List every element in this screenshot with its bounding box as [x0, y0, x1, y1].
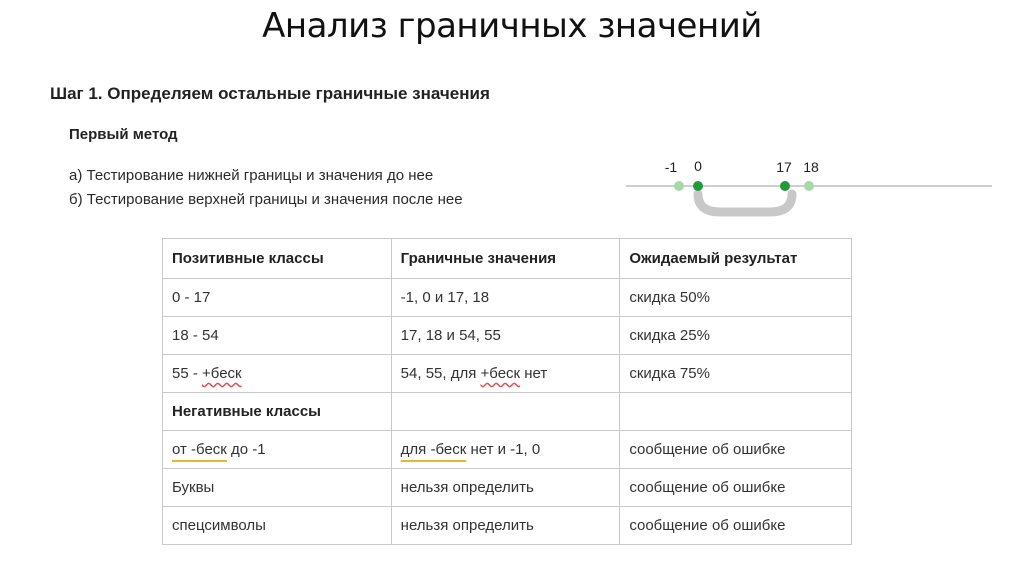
cell-boundary: -1, 0 и 17, 18	[391, 279, 620, 317]
cell-text: до -1	[226, 441, 266, 458]
highlighted-text: для -беск	[400, 441, 467, 458]
cell-class: Буквы	[163, 469, 392, 507]
cell-result: скидка 75%	[620, 355, 852, 393]
label-0: 0	[694, 158, 702, 174]
table-section-row	[163, 393, 852, 431]
cell-class	[163, 431, 392, 469]
boundary-values-table	[162, 238, 852, 545]
cell-text: нет	[520, 365, 548, 382]
table-row	[163, 279, 852, 317]
cell-boundary: нельзя определить	[391, 507, 620, 545]
header-positive-classes: Позитивные классы	[163, 239, 392, 279]
table-header-row	[163, 239, 852, 279]
cell-empty	[620, 393, 852, 431]
cell-result: сообщение об ошибке	[620, 431, 852, 469]
cell-text: 54, 55, для	[400, 365, 481, 382]
table-row	[163, 469, 852, 507]
method-title: Первый метод	[69, 126, 178, 143]
table-row	[163, 355, 852, 393]
cell-boundary: нельзя определить	[391, 469, 620, 507]
method-line-a: а) Тестирование нижней границы и значения до нее	[69, 167, 434, 184]
table-row	[163, 317, 852, 355]
point-minus-1	[674, 181, 684, 191]
cell-class: 0 - 17	[163, 279, 392, 317]
spellcheck-underlined-text: +беск	[480, 365, 521, 382]
cell-text: 55 -	[172, 365, 203, 382]
cell-text: нет и -1, 0	[466, 441, 541, 458]
method-line-b: б) Тестирование верхней границы и значения после нее	[69, 191, 463, 208]
cell-result: сообщение об ошибке	[620, 507, 852, 545]
label-17: 17	[776, 159, 792, 175]
label-18: 18	[803, 159, 819, 175]
cell-class: спецсимволы	[163, 507, 392, 545]
cell-boundary: 17, 18 и 54, 55	[391, 317, 620, 355]
slide-title: Анализ граничных значений	[262, 6, 762, 46]
cell-result: сообщение об ошибке	[620, 469, 852, 507]
negative-classes-heading: Негативные классы	[163, 393, 392, 431]
header-boundary-values: Граничные значения	[391, 239, 620, 279]
cell-class	[163, 355, 392, 393]
table-row	[163, 431, 852, 469]
cell-result: скидка 25%	[620, 317, 852, 355]
cell-empty	[391, 393, 620, 431]
number-line-diagram	[620, 150, 1000, 230]
header-expected-result: Ожидаемый результат	[620, 239, 852, 279]
step-heading: Шаг 1. Определяем остальные граничные значения	[50, 84, 490, 103]
spellcheck-underlined-text: +беск	[202, 365, 242, 382]
point-0	[693, 181, 703, 191]
range-arc	[698, 194, 792, 212]
cell-class: 18 - 54	[163, 317, 392, 355]
cell-boundary	[391, 431, 620, 469]
table-row	[163, 507, 852, 545]
point-18	[804, 181, 814, 191]
label-minus-1: -1	[664, 159, 678, 175]
cell-result: скидка 50%	[620, 279, 852, 317]
highlighted-text: от -беск	[172, 441, 227, 458]
point-17	[780, 181, 790, 191]
cell-boundary	[391, 355, 620, 393]
